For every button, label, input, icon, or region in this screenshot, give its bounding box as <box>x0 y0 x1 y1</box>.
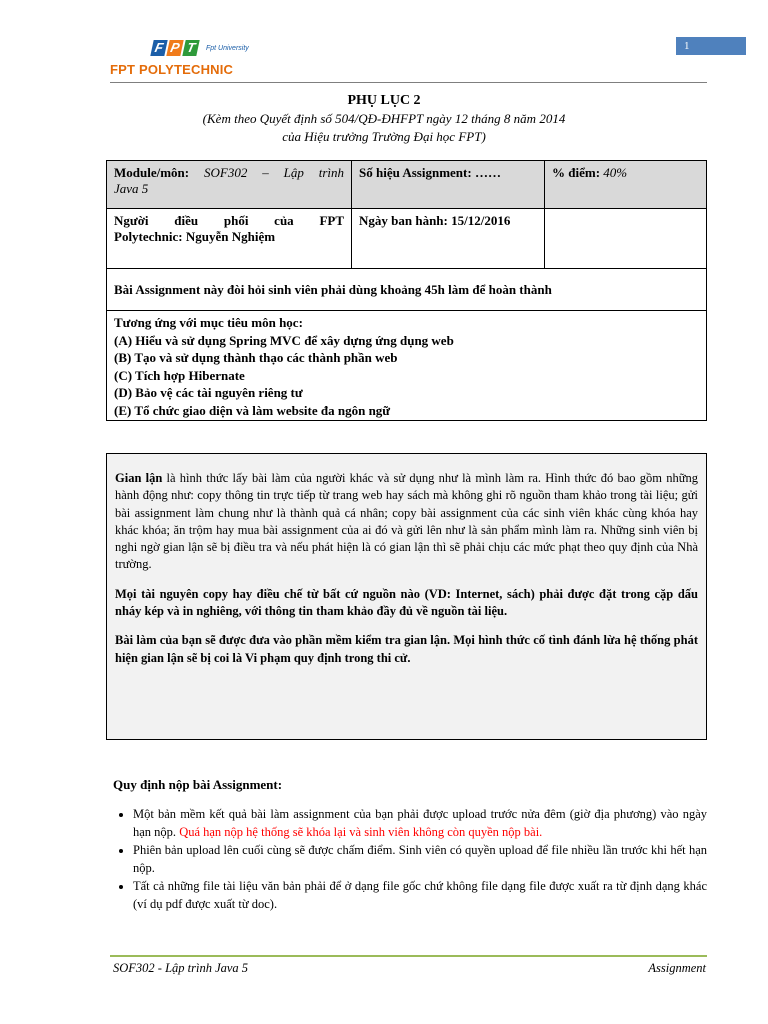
document-subtitle-line2: của Hiệu trưởng Trường Đại học FPT) <box>282 129 486 144</box>
issue-date: Ngày ban hành: 15/12/2016 <box>359 213 511 228</box>
objective-item: (C) Tích hợp Hibernate <box>114 367 245 383</box>
objective-item: (E) Tổ chức giao diện và làm website đa ngôn ngữ <box>114 402 391 418</box>
plagiarism-definition <box>115 470 698 574</box>
module-value-line1: SOF302 – Lập trình <box>204 165 345 180</box>
fpt-letter-blocks <box>152 40 200 56</box>
assignment-number-cell <box>352 161 545 209</box>
score-cell <box>545 161 707 209</box>
rule-item-text: Một bản mềm kết quả bài làm assignment của bạn phải được upload trước nửa đêm (giờ địa phương) vào ngày hạn nộp. <box>133 807 707 839</box>
score-label: % điểm: <box>552 165 601 180</box>
submission-rules-list <box>113 806 707 914</box>
module-label: Module/môn: <box>114 165 190 180</box>
module-value-line2: Java 5 <box>114 181 149 196</box>
module-cell <box>107 161 352 209</box>
score-value: 40% <box>603 165 628 180</box>
rule-item <box>133 806 707 841</box>
footer-doc-type: Assignment <box>648 961 706 975</box>
rule-item: • Phiên bản upload lên cuối cùng sẽ được chấm điểm. Sinh viên có quyền upload để file nhiều lần trước khi hết hạn nộp. <box>133 842 707 877</box>
header-divider <box>110 82 707 83</box>
fpt-polytechnic-logo <box>110 36 280 82</box>
plagiarism-check-warning: Bài làm của bạn sẽ được đưa vào phần mềm kiểm tra gian lận. Mọi hình thức cố tình đánh lừa hệ thống phát hiện gian lận sẽ bị coi là Vi phạm quy định trong thi cử. <box>115 633 698 665</box>
logo-letter-f: F <box>150 40 167 56</box>
rule-item: • Tất cả những file tài liệu văn bản phải để ở dạng file gốc chứ không file dạng file được xuất ra từ định dạng khác (ví dụ pdf được xuất từ doc). <box>133 878 707 913</box>
plagiarism-term: Gian lận <box>115 471 163 485</box>
empty-cell <box>545 209 707 269</box>
rule-item-warning: Quá hạn nộp hệ thống sẽ khóa lại và sinh viên không còn quyền nộp bài. <box>179 824 543 839</box>
objective-item: (D) Bảo vệ các tài nguyên riêng tư <box>114 385 303 400</box>
logo-letter-p: P <box>166 40 183 56</box>
coordinator-line1: Người điều phối của FPT <box>114 213 344 228</box>
document-subtitle-line1: (Kèm theo Quyết định số 504/QĐ-ĐHFPT ngày 12 tháng 8 năm 2014 <box>202 111 566 126</box>
coordinator-cell <box>107 209 352 269</box>
footer-course: SOF302 - Lập trình Java 5 <box>113 961 249 975</box>
issue-date-cell <box>352 209 545 269</box>
document-title: PHỤ LỤC 2 <box>347 93 421 108</box>
footer-divider <box>110 955 707 957</box>
logo-university-text: Fpt University <box>206 44 249 52</box>
logo-letter-t: T <box>182 40 199 56</box>
objective-item: (A) Hiểu và sử dụng Spring MVC để xây dựng ứng dụng web <box>114 332 454 348</box>
submission-rules-heading: Quy định nộp bài Assignment: <box>113 777 283 792</box>
page-number-badge: 1 <box>676 37 746 55</box>
hours-cell <box>107 269 707 311</box>
hours-required-text: Bài Assignment này đòi hỏi sinh viên phải dùng khoảng 45h làm để hoàn thành <box>114 281 552 297</box>
coordinator-line2: Polytechnic: Nguyễn Nghiệm <box>114 229 276 244</box>
logo-polytechnic-text: FPT POLYTECHNIC <box>110 62 234 77</box>
objectives-cell <box>107 311 707 421</box>
plagiarism-definition-text: là hình thức lấy bài làm của người khác và sử dụng như là mình làm ra. Hình thức đó bao gồm những hành động như: copy thông tin trực tiếp từ trang web hay sách mà không ghi rõ nguồn tham khảo trong tài liệu; gửi bài assignment làm chung như là thành quả cá nhân; copy bài assignment của các sinh viên khác cùng khóa hay khác khóa; ăn trộm hay mua bài assignment của ai đó và gửi lên như là sản phẩm mình làm ra. Những sinh viên bị nghi ngờ gian lận sẽ bị điều tra và nếu phát hiện là có gian lận thì sẽ phải chịu các mức phạt theo quy định của Nhà trường. <box>115 471 699 572</box>
assignment-number: Số hiệu Assignment: …… <box>359 165 501 180</box>
objectives-heading: Tương ứng với mục tiêu môn học: <box>114 315 303 330</box>
objective-item: (B) Tạo và sử dụng thành thạo các thành phần web <box>114 350 398 365</box>
assignment-info-table <box>106 160 707 421</box>
plagiarism-notice-box <box>106 453 707 740</box>
citation-requirement: Mọi tài nguyên copy hay điều chế từ bất cứ nguồn nào (VD: Internet, sách) phải được đặt trong cặp dấu nháy kép và in nghiêng, với thông tin tham khảo đầy đủ về nguồn tài liệu. <box>115 586 698 619</box>
fpt-logo-mark <box>152 40 249 56</box>
